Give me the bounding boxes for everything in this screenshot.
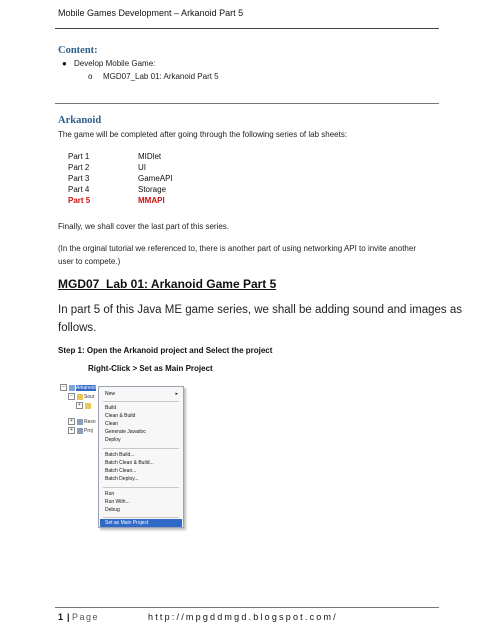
arkanoid-heading: Arkanoid (58, 115, 102, 126)
content-sub-item: MGD07_Lab 01: Arkanoid Part 5 (103, 72, 219, 81)
menu-item-build[interactable]: Build (105, 405, 117, 411)
bullet-dot: ● (62, 59, 67, 68)
note-line-1: (In the orginal tutorial we referenced to, there is another part of using networking API to invite another (58, 244, 416, 253)
menu-item-clean-build[interactable]: Clean & Build (105, 413, 136, 419)
menu-separator (103, 517, 179, 518)
lab-intro-line-1: In part 5 of this Java ME game series, we shall be adding sound and images as (58, 304, 463, 316)
menu-item-batch-clean-build[interactable]: Batch Clean & Build... (105, 460, 154, 466)
parts-row: Part 1 MIDlet (68, 152, 162, 161)
ide-screenshot (58, 382, 188, 528)
footer-divider (55, 607, 439, 608)
project-icon (69, 385, 75, 391)
content-heading: Content: (58, 45, 98, 56)
parts-row: Part 2 UI (68, 163, 146, 172)
menu-item-batch-deploy[interactable]: Batch Deploy... (105, 476, 139, 482)
menu-item-generate-javadoc[interactable]: Generate Javadoc (105, 429, 146, 435)
note-line-2: user to compete.) (58, 257, 121, 266)
tree-item-project[interactable]: − Arkanoid (60, 384, 96, 392)
menu-item-clean[interactable]: Clean (105, 421, 119, 427)
parts-row: Part 3 GameAPI (68, 174, 173, 183)
content-sub-marker: o (88, 72, 93, 81)
config-icon (77, 428, 83, 434)
resources-icon (77, 419, 83, 425)
parts-row: Part 4 Storage (68, 185, 167, 194)
menu-item-set-as-main-project[interactable]: Set as Main Project (105, 520, 149, 526)
lab-intro-line-2: follows. (58, 322, 97, 334)
lab-title: MGD07_Lab 01: Arkanoid Game Part 5 (58, 277, 277, 291)
menu-item-debug[interactable]: Debug (105, 507, 120, 513)
page-header: Mobile Games Development – Arkanoid Part 5 (58, 8, 244, 18)
menu-item-run[interactable]: Run (105, 491, 115, 497)
menu-item-new[interactable]: New (105, 391, 116, 397)
project-tree (58, 382, 103, 462)
page-number: 1 (58, 612, 65, 622)
parts-row-current: Part 5 MMAPI (68, 196, 165, 205)
header-divider (55, 28, 439, 29)
menu-item-batch-build[interactable]: Batch Build... (105, 452, 135, 458)
menu-separator (103, 401, 179, 402)
step-1-instruction: Right-Click > Set as Main Project (88, 364, 213, 373)
menu-separator (103, 448, 179, 449)
page-footer (58, 612, 338, 622)
content-bullet-text: Develop Mobile Game: (74, 59, 156, 68)
package-icon (85, 403, 91, 409)
tree-item-package[interactable]: + (76, 402, 92, 410)
menu-separator (103, 487, 179, 488)
footer-url: http://mpgddmgd.blogspot.com/ (148, 612, 338, 622)
menu-item-deploy[interactable]: Deploy (105, 437, 121, 443)
submenu-arrow-icon: ▸ (175, 391, 178, 397)
tree-item-project-config[interactable]: + Proj (68, 427, 93, 435)
folder-icon (77, 394, 83, 400)
step-1-heading: Step 1: Open the Arkanoid project and Select the project (58, 346, 273, 355)
page-word: Page (72, 612, 100, 622)
tree-item-resources[interactable]: + Reso (68, 418, 96, 426)
arkanoid-intro: The game will be completed after going through the following series of lab sheets: (58, 130, 348, 139)
finally-text: Finally, we shall cover the last part of this series. (58, 222, 230, 231)
section-divider (55, 103, 439, 104)
context-menu (98, 386, 184, 528)
parts-list (68, 151, 228, 206)
page-separator: | (64, 612, 73, 622)
tree-item-sources[interactable]: − Sour (68, 393, 95, 401)
menu-item-batch-clean[interactable]: Batch Clean... (105, 468, 137, 474)
menu-item-run-with[interactable]: Run With... (105, 499, 130, 505)
